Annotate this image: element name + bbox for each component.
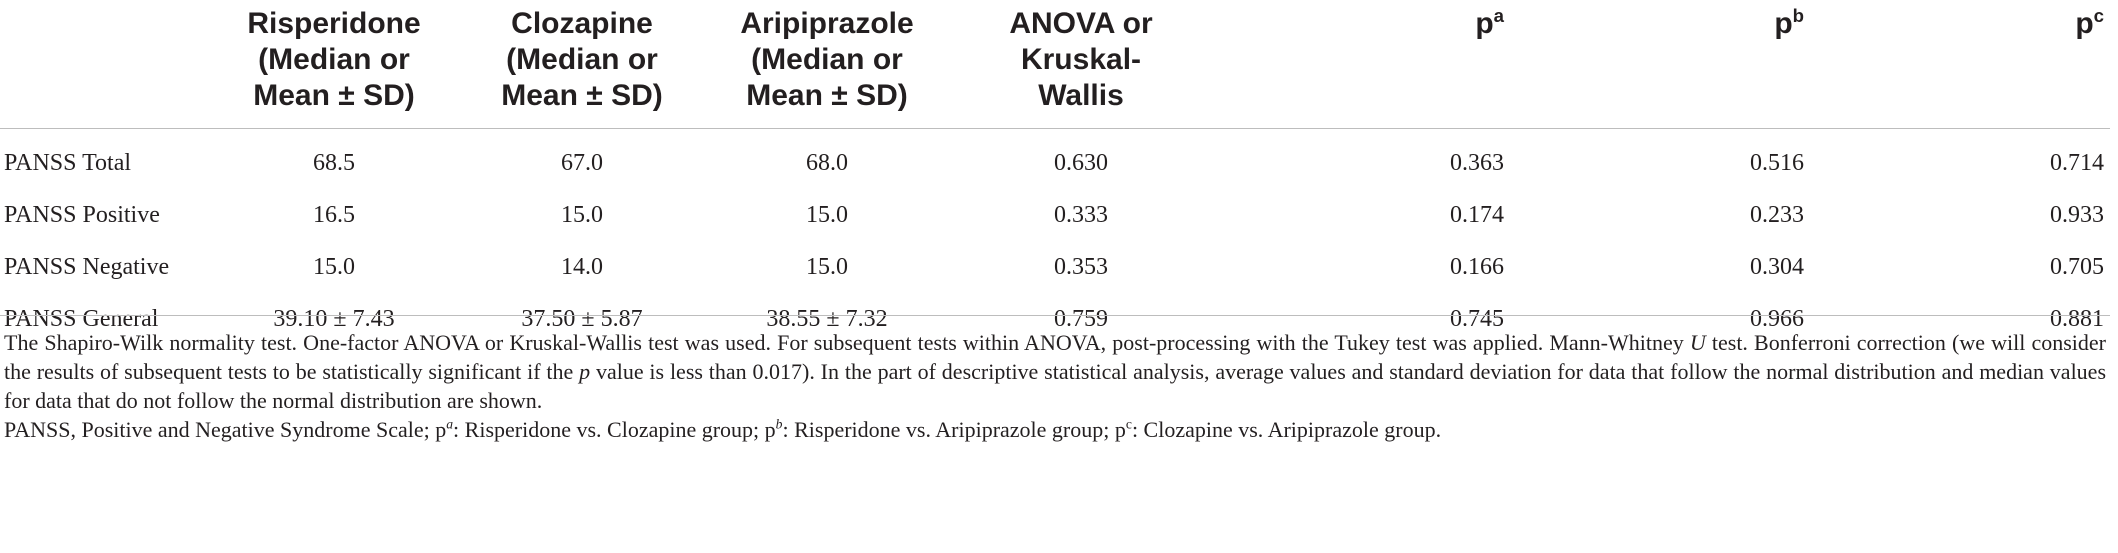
cell-aripiprazole: 38.55 ± 7.32 — [766, 306, 888, 332]
cell-aripiprazole: 15.0 — [806, 202, 848, 228]
abbr-part3: : Risperidone vs. Aripiprazole group; p — [782, 417, 1126, 442]
cell-anova: 0.630 — [1054, 150, 1108, 176]
header-pc-base: p — [2075, 7, 2094, 40]
header-aripiprazole-line1: Aripiprazole — [740, 7, 914, 40]
table-row — [0, 129, 2110, 190]
header-aripiprazole-line2: (Median or — [751, 43, 903, 76]
abbr-sup-b: b — [775, 416, 783, 432]
cell-pb: 0.233 — [1750, 202, 1804, 228]
header-clozapine-line3: Mean ± SD) — [501, 79, 663, 112]
abbreviations-text — [4, 415, 2106, 444]
footnote-part1: The Shapiro-Wilk normality test. One-factor ANOVA or Kruskal-Wallis test was used. For subsequent tests within ANOVA, post-processing with the Tukey test was applied. Mann-Whitney — [4, 330, 1690, 355]
header-pa — [1210, 0, 1510, 129]
header-pc — [1810, 0, 2110, 129]
header-anova-line1: ANOVA or — [1009, 7, 1153, 40]
cell-risperidone: 39.10 ± 7.43 — [273, 306, 395, 332]
cell-risperidone: 15.0 — [313, 254, 355, 280]
table-notes — [4, 328, 2106, 444]
cell-pa: 0.745 — [1450, 306, 1504, 332]
cell-anova: 0.353 — [1054, 254, 1108, 280]
footnote-text — [4, 328, 2106, 415]
abbr-sup-a: a — [446, 416, 454, 432]
header-risperidone-line3: Mean ± SD) — [253, 79, 415, 112]
header-aripiprazole-line3: Mean ± SD) — [746, 79, 908, 112]
header-pb-sup: b — [1792, 5, 1804, 26]
row-label: PANSS Negative — [4, 254, 170, 280]
cell-risperidone: 16.5 — [313, 202, 355, 228]
cell-pb: 0.966 — [1750, 306, 1804, 332]
header-clozapine — [462, 0, 702, 129]
table-bottom-rule — [0, 315, 2110, 316]
cell-aripiprazole: 15.0 — [806, 254, 848, 280]
cell-pc: 0.714 — [2050, 150, 2104, 176]
header-anova — [952, 0, 1210, 129]
footnote-part3: value is less than 0.017). In the part of descriptive statistical analysis, average values and standard deviation for data that follow the normal distribution and median values for data that do not follow the normal distribution are shown. — [4, 359, 2107, 413]
table-row — [0, 241, 2110, 293]
row-label: PANSS Positive — [4, 202, 160, 228]
cell-pc: 0.705 — [2050, 254, 2104, 280]
abbr-part1: PANSS, Positive and Negative Syndrome Scale; p — [4, 417, 447, 442]
header-risperidone-line1: Risperidone — [247, 7, 421, 40]
header-pb-base: p — [1774, 7, 1793, 40]
cell-pc: 0.933 — [2050, 202, 2104, 228]
header-row-label — [0, 0, 206, 129]
cell-pc: 0.881 — [2050, 306, 2104, 332]
abbr-sup-c: c — [1125, 416, 1132, 432]
header-risperidone — [206, 0, 462, 129]
cell-clozapine: 67.0 — [561, 150, 603, 176]
cell-aripiprazole: 68.0 — [806, 150, 848, 176]
cell-clozapine: 15.0 — [561, 202, 603, 228]
cell-pa: 0.363 — [1450, 150, 1504, 176]
cell-risperidone: 68.5 — [313, 150, 355, 176]
abbr-part2: : Risperidone vs. Clozapine group; p — [453, 417, 776, 442]
cell-anova: 0.333 — [1054, 202, 1108, 228]
cell-pa: 0.174 — [1450, 202, 1504, 228]
header-pb — [1510, 0, 1810, 129]
abbr-part4: : Clozapine vs. Aripiprazole group. — [1131, 417, 1442, 442]
header-aripiprazole — [702, 0, 952, 129]
footnote-u-italic: U — [1689, 330, 1706, 355]
footnote-p-italic: p — [579, 359, 591, 384]
cell-clozapine: 37.50 ± 5.87 — [521, 306, 643, 332]
header-anova-line3: Wallis — [1038, 79, 1124, 112]
header-risperidone-line2: (Median or — [258, 43, 410, 76]
header-clozapine-line2: (Median or — [506, 43, 658, 76]
header-row — [0, 0, 2110, 129]
header-pc-sup: c — [2093, 5, 2104, 26]
cell-pb: 0.304 — [1750, 254, 1804, 280]
header-anova-line2: Kruskal- — [1020, 43, 1142, 76]
footnote-part2: test. Bonferroni correction (we will consider the results of subsequent tests to be statistically significant if the — [4, 330, 2107, 384]
table-row — [0, 189, 2110, 241]
row-label: PANSS Total — [4, 150, 132, 176]
header-clozapine-line1: Clozapine — [511, 7, 653, 40]
cell-pb: 0.516 — [1750, 150, 1804, 176]
row-label: PANSS General — [4, 306, 159, 332]
header-pa-base: p — [1475, 7, 1494, 40]
cell-anova: 0.759 — [1054, 306, 1108, 332]
header-pa-sup: a — [1493, 5, 1504, 26]
cell-pa: 0.166 — [1450, 254, 1504, 280]
cell-clozapine: 14.0 — [561, 254, 603, 280]
